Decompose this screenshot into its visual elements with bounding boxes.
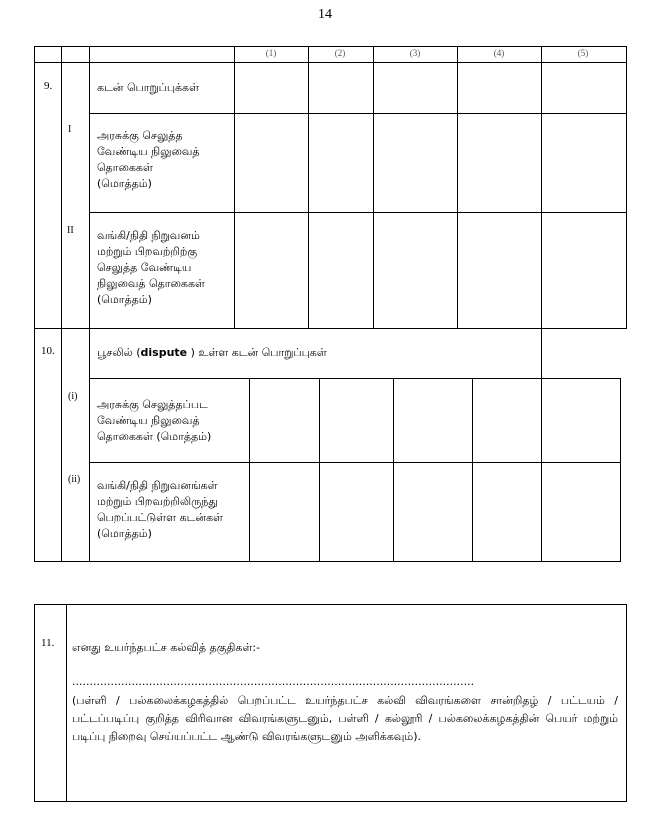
row-divider: [89, 113, 626, 114]
column-divider: [61, 46, 62, 562]
row-label: I: [68, 124, 72, 135]
column-divider: [472, 378, 473, 562]
section-11-title: எனது உயர்ந்தபட்ச கல்வித் தகுதிகள்:-: [72, 641, 261, 654]
row-label: (ii): [68, 474, 81, 485]
section-10-number: 10.: [41, 345, 55, 357]
row-description: வங்கி/நிதி நிறுவனங்கள் மற்றும் பிறவற்றிலிருந்து பெறப்பட்டுள்ள கடன்கள் (மொத்தம்): [97, 479, 223, 540]
table-border-left: [34, 604, 35, 802]
table-border-top: [34, 604, 626, 605]
row-divider: [34, 328, 626, 329]
row-label: II: [67, 225, 74, 236]
column-number: (2): [334, 48, 346, 58]
section-9-title: கடன் பொறுப்புக்கள்: [97, 81, 200, 94]
column-divider: [234, 46, 235, 329]
section-9-number: 9.: [44, 80, 53, 92]
column-divider: [541, 328, 542, 379]
section-11-number: 11.: [41, 637, 55, 649]
column-number: (1): [265, 48, 277, 58]
row-description: அரசுக்கு செலுத்த வேண்டிய நிலுவைத் தொகைகள் (மொத்தம்): [97, 129, 200, 190]
dotted-fill-line: ...................................................................................................................: [72, 675, 475, 688]
column-divider: [249, 378, 250, 562]
column-number: (3): [409, 48, 421, 58]
column-number: (5): [577, 48, 589, 58]
table-border-top: [34, 46, 626, 47]
column-divider: [541, 378, 542, 562]
page-number: 14: [318, 7, 332, 22]
column-divider: [541, 46, 542, 329]
column-divider: [393, 378, 394, 562]
table-border-left: [34, 46, 35, 562]
row-divider: [34, 62, 626, 63]
table-border-right: [620, 378, 621, 562]
column-divider: [319, 378, 320, 562]
row-divider: [89, 212, 626, 213]
table-border-bottom: [34, 561, 621, 562]
section-10-title: பூசலில் (dispute ) உள்ள கடன் பொறுப்புகள்: [97, 346, 327, 359]
table-border-right: [626, 46, 627, 329]
column-divider: [89, 46, 90, 562]
row-label: (i): [68, 391, 78, 402]
column-divider: [457, 46, 458, 329]
column-divider: [308, 46, 309, 329]
section-11-instructions: (பள்ளி / பல்கலைக்கழகத்தில் பெறப்பட்ட உயர்ந்தபட்ச கல்வி விவரங்களை சான்றிதழ் / பட்டயம் / பட்டப்படிப்பு குறித்த விரிவான விவரங்களுடனும், பள்ளி / கல்லூரி / பல்கலைக்கழகத்தின் பெயர் மற்றும் படிப்பு நிறைவு செய்யப்பட்ட ஆண்டு விவரங்களுடனும் அளிக்கவும்).: [72, 694, 618, 743]
column-divider: [373, 46, 374, 329]
table-border-bottom: [34, 801, 626, 802]
column-number: (4): [493, 48, 505, 58]
row-description: அரசுக்கு செலுத்தப்பட வேண்டிய நிலுவைத் தொகைகள் (மொத்தம்): [97, 398, 212, 443]
table-border-right: [626, 604, 627, 802]
column-divider: [66, 604, 67, 802]
row-description: வங்கி/நிதி நிறுவனம் மற்றும் பிறவற்றிற்கு செலுத்த வேண்டிய நிலுவைத் தொகைகள் (மொத்தம்): [97, 229, 205, 306]
